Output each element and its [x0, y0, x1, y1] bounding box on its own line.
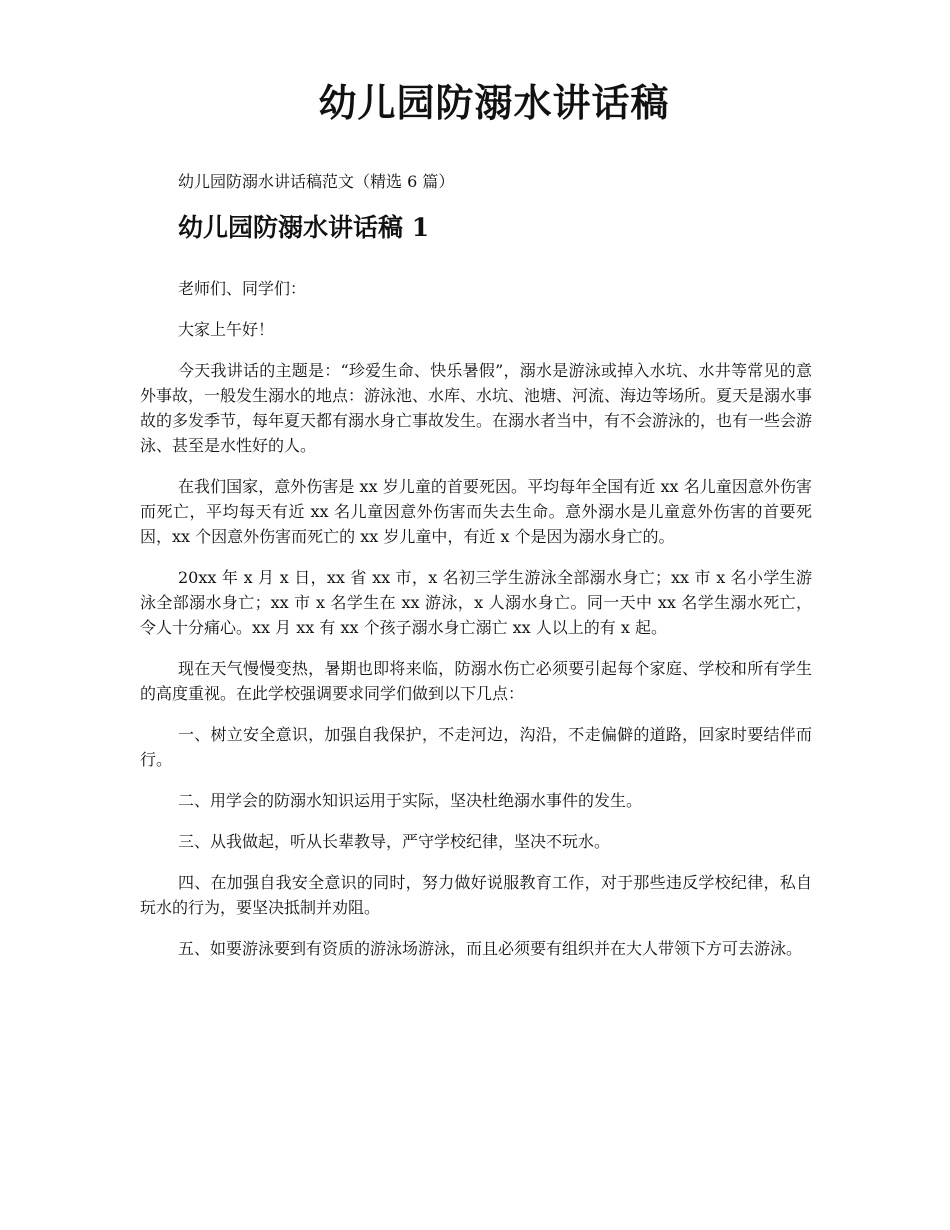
paragraph-requirements-intro: 现在天气慢慢变热，暑期也即将来临，防溺水伤亡必须要引起每个家庭、学校和所有学生的高度重视。在此学校强调要求同学们做到以下几点： [140, 659, 812, 703]
section-heading: 幼儿园防溺水讲话稿 1 [178, 213, 430, 242]
paragraph-greeting: 大家上午好！ [178, 320, 275, 339]
paragraph-point-4: 四、在加强自我安全意识的同时，努力做好说服教育工作，对于那些违反学校纪律，私自玩水的行为，要坚决抵制并劝阻。 [140, 873, 812, 917]
paragraph-statistics: 在我们国家，意外伤害是 xx 岁儿童的首要死因。平均每年全国有近 xx 名儿童因意外伤害而死亡，平均每天有近 xx 名儿童因意外伤害而失去生命。意外溺水是儿童意外伤害的首要死因，xx 个因意外伤害而死亡的 xx 岁儿童中，有近 x 个是因为溺水身亡的。 [140, 477, 812, 546]
paragraph-incidents: 20xx 年 x 月 x 日，xx 省 xx 市，x 名初三学生游泳全部溺水身亡；xx 市 x 名小学生游泳全部溺水身亡；xx 市 x 名学生在 xx 游泳，x 人溺水身亡。同一天中 xx 名学生溺水死亡，令人十分痛心。xx 月 xx 有 xx 个孩子溺水身亡溺亡 xx 人以上的有 x 起。 [140, 568, 812, 637]
paragraph-point-1: 一、树立安全意识，加强自我保护，不走河边，沟沿，不走偏僻的道路，回家时要结伴而行。 [140, 725, 812, 769]
paragraph-point-3: 三、从我做起，听从长辈教导，严守学校纪律，坚决不玩水。 [178, 832, 611, 851]
paragraph-theme: 今天我讲话的主题是：“珍爱生命、快乐暑假”，溺水是游泳或掉入水坑、水井等常见的意外事故，一般发生溺水的地点：游泳池、水库、水坑、池塘、河流、海边等场所。夏天是溺水事故的多发季节，每年夏天都有溺水身亡事故发生。在溺水者当中，有不会游泳的，也有一些会游泳、甚至是水性好的人。 [140, 361, 813, 455]
paragraph-point-5: 五、如要游泳要到有资质的游泳场游泳，而且必须要有组织并在大人带领下方可去游泳。 [178, 939, 803, 958]
paragraph-point-2: 二、用学会的防溺水知识运用于实际，坚决杜绝溺水事件的发生。 [178, 791, 643, 810]
document-body [140, 276, 812, 977]
paragraph-salutation: 老师们、同学们： [178, 279, 307, 298]
document-title: 幼儿园防溺水讲话稿 [318, 80, 670, 125]
document-subtitle: 幼儿园防溺水讲话稿范文（精选 6 篇） [178, 172, 455, 191]
